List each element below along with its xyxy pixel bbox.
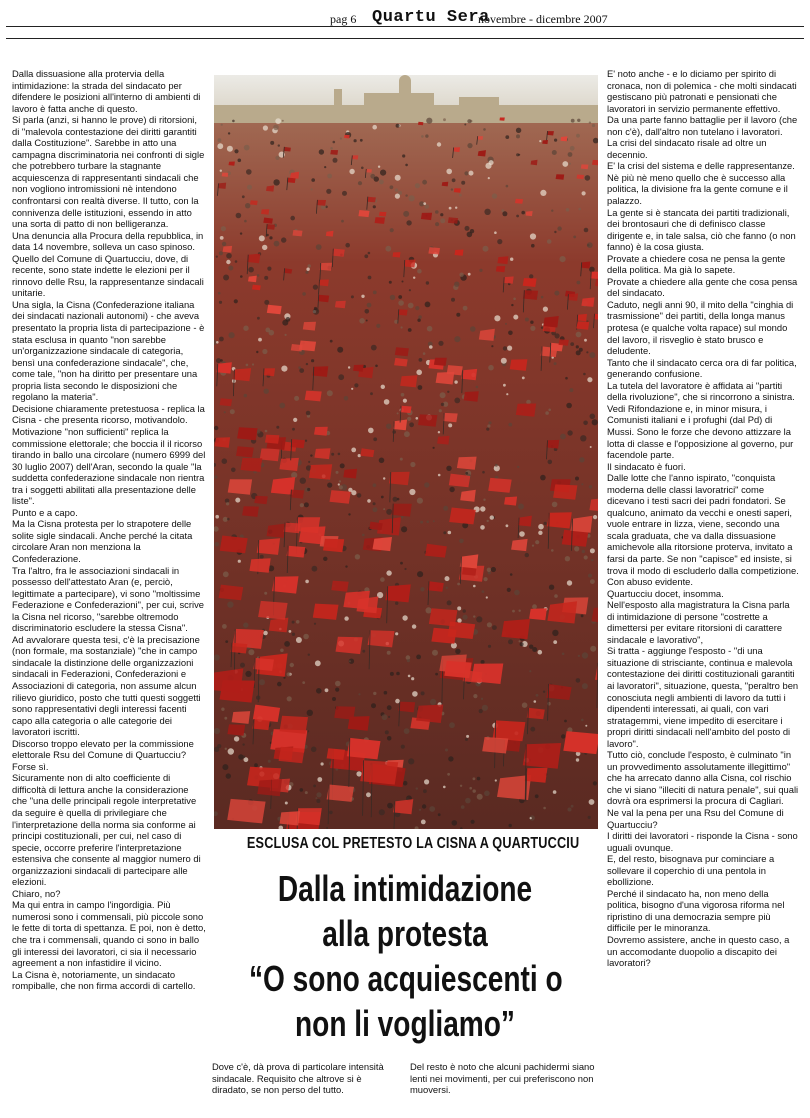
paragraph: La tutela del lavoratore è affidata ai "partiti della rivoluzione", che si rincorrono a sinistra. xyxy=(607,379,795,403)
paragraph: La gente si è stancata dei partiti tradizionali, dei brontosauri che di definisco classe dirigente e, in tale salsa, ciò che fanno (o non fanno) è la cosa giusta. xyxy=(607,206,796,253)
column-right xyxy=(607,68,799,1112)
headline-line-4: non li vogliamo” xyxy=(295,1003,515,1044)
paragraph: Tutto ciò, conclude l'esposto, è culminato "in un provvedimento assolutamente illegittimo" che ha arrecato danno alla Cisna, col rischio che vi siano "illeciti di natura penale", sui quali dovrà ora esprimersi la procura di Cagliari. xyxy=(607,749,799,807)
paragraph: Ad avvalorare questa tesi, c'è la precisazione (non formale, ma sostanziale) "che in campo sindacale la distinzione delle organizzazioni sindacali in Federazioni, Confederazioni e Associazioni di categoria, non assume alcun rilievo giuridico, posto che tutti questi soggetti sono rappresentativi degli interessi facenti capo alla categoria o alle categorie dei lavoratori iscritti. xyxy=(12,633,201,738)
paragraph: Quello del Comune di Quartucciu, dove, di recente, sono state indette le elezioni per il rinnovo delle Rsu, la rappresentanze sindacali unitarie. xyxy=(12,252,204,299)
paragraph: Discorso troppo elevato per la commissione elettorale Rsu del Comune di Quartucciu? xyxy=(12,737,194,761)
crowd-photo xyxy=(214,75,598,829)
paragraph: Da una parte fanno battaglie per il lavoro (che non c'è), dall'altro non tutelano i lavoratori. xyxy=(607,114,798,137)
paragraph: E' la crisi del sistema e delle rappresentanze. xyxy=(607,160,795,172)
paragraph: Perché il sindacato ha, non meno della politica, bisogno d'una vigorosa riforma nel ripristino di una democrazia sempre più difficile per le minoranza. xyxy=(607,887,785,934)
article-kicker: ESCLUSA COL PRETESTO LA CISNA A QUARTUCCIU xyxy=(246,835,580,852)
paragraph: I diritti dei lavoratori - risponde la Cisna - sono uguali ovunque. xyxy=(607,830,798,853)
paragraph: Tanto che il sindacato cerca ora di far politica, generando confusione. xyxy=(607,356,797,380)
paragraph: Si parla (anzi, si hanno le prove) di ritorsioni, di "malevola contestazione dei diritti garantiti dalla Costituzione". Sarebbe in atto una campagna discriminatoria nei confronti di sigle che potrebbero turbare la stagnante acquiescenza di rappresentanti sindacali che non vogliono intromissioni nè intendono confrontarsi con realtà diverse. Il tutto, con la connivenza delle istituzioni, essendo in atto una sorta di patto di non belligeranza. xyxy=(12,114,205,230)
paragraph: Forse sì. xyxy=(12,760,49,772)
paragraph: Ne val la pena per una Rsu del Comune di Quartucciu? xyxy=(607,807,784,830)
paragraph: Decisione chiaramente pretestuosa - replica la Cisna - che presenta ricorso, motivandolo. Motivazione "non sufficienti" replica la commissione elettorale; che boccia il il ricorso tirando in ballo una circolare (numero 6999 del 30 luglio 2007) dell'Aran, secondo la quale "la suddetta confederazione sindacale non rientra tra i soggetti abilitati alla presentazione delle liste". xyxy=(12,402,206,507)
paragraph: Vedi Rifondazione e, in minor misura, i Comunisti italiani e i profughi (dal Pd) di Mussi. Sono le forze che devono attizzare la lotta di classe e l'opposizione al governo, pur facendole parte. xyxy=(607,402,794,461)
paragraph: Tra l'altro, fra le associazioni sindacali in possesso dell'attestato Aran (e, perciò, legittimate a partecipare), vi sono "moltissime Federazione e Confederazioni", per cui, scrive la Cisna nel ricorso, "sarebbe oltremodo discriminatorio escludere la stessa Cisna". xyxy=(12,564,204,634)
headline-line-3: “O sono acquiescenti o xyxy=(249,958,563,999)
paragraph: E, del resto, bisognava pur cominciare a sollevare il coperchio di una pentola in ebollizione. xyxy=(607,853,775,888)
paragraph: Dalle lotte che l'anno ispirato, "conquista moderna delle classi lavoratrici" come dicevano i testi sacri dei padri fondatori. Se qualcuno, animato da vecchi e onesti saperi, vuole entrare in lizza, viene, secondo una scala graduata, che va dalla dissuasione amichevole alla ritorsione proterva, invitato a farsi da parte. Se non "capisce" ed insiste, si trova il modo di escluderlo dalla competizione. Con abuso evidente. xyxy=(607,472,799,588)
headline-line-2: alla protesta xyxy=(322,913,488,954)
newspaper-name: Quartu Sera xyxy=(372,8,490,27)
paragraph: Nè più nè meno quello che è successo alla politica, la divisione fra la gente comune e il palazzo. xyxy=(607,171,788,207)
paragraph: Provate a chiedere cosa ne pensa la gente della politica. Ma già lo sapete. xyxy=(607,252,786,276)
paragraph: Ma qui entra in campo l'ingordigia. Più numerosi sono i commensali, più piccole sono le fette di torta di spettanza. E poi, non è detto, che tra i commensali, quando ci sono in ballo gli interessi dei lavoratori, ci sia il necessario agreement a non infastidire il vicino. xyxy=(12,899,206,969)
paragraph: Una sigla, la Cisna (Confederazione italiana dei sindacati nazionali autonomi) - che aveva presentato la propria lista di partecipazione - è stata esclusa in quanto "non sarebbe un'organizzazione sindacale di categoria, bensì una confederazione sindacale", che, come tale, "non ha diritto per presentare una propria lista secondo le disposizioni che regolano la materia". xyxy=(12,298,205,403)
crowd-illustration xyxy=(214,75,598,829)
paragraph: Quartucciu docet, insomma. xyxy=(607,587,724,599)
paragraph: E' noto anche - e lo diciamo per spirito di cronaca, non di polemica - che molti sindacati gestiscano più patronati e pensionati che lavoratori in servizio permanente effettivo. xyxy=(607,68,797,114)
paragraph: Si tratta - aggiunge l'esposto - "di una situazione di strisciante, continua e malevola contestazione dei diritti costituzionali garantiti ai lavoratori", situazione, questa, "peraltro ben conosciuta negli ambienti di lavoro da tutti i dipendenti interessati, ai quali, con vari stratagemmi, viene impedito di esercitare i propri diritti sindacali nell'ambito del posto di lavoro". xyxy=(607,645,799,749)
paragraph: Chiaro, no? xyxy=(12,887,61,899)
issue-date: novembre - dicembre 2007 xyxy=(478,12,608,26)
headline-line-1: Dalla intimidazione xyxy=(277,868,533,909)
paragraph: Provate a chiedere alla gente che cosa pensa del sindacato. xyxy=(607,275,798,299)
column-middle-b xyxy=(410,1061,598,1113)
article-headline xyxy=(249,866,561,1046)
paragraph: Dalla dissuasione alla protervia della intimidazione: la strada del sindacato per difendere le posizioni all'interno di ambienti di lavoro è fatta anche di questo. xyxy=(12,68,201,114)
paragraph: Caduto, negli anni 90, il mito della "cinghia di trasmissione" dei partiti, della longa manus protesa (e qualche volta rapace) sul mondo del lavoro, il risveglio è stato brusco e deludente. xyxy=(607,298,794,357)
page-number: pag 6 xyxy=(330,12,357,26)
paragraph: La Cisna è, notoriamente, un sindacato rompiballe, che non firma accordi di cartello. xyxy=(12,968,196,992)
column-left xyxy=(12,68,206,1112)
paragraph: Il sindacato è fuori. xyxy=(607,460,686,472)
header-rule-bottom xyxy=(6,38,804,39)
paragraph: Punto e a capo. xyxy=(12,506,78,518)
page-header xyxy=(0,0,810,40)
paragraph: Sicuramente non di alto coefficiente di difficoltà di lettura anche la considerazione che "una delle principali regole interpretative da seguire è quella di privilegiare che l'interpretazione della norma sia conforme ai principi costituzionali, per cui, nel caso di specie, occorre preferire l'interpretazione estensiva che consente al maggior numero di organizzazioni sindacali di partecipare alle elezioni. xyxy=(12,772,201,888)
column-middle-a xyxy=(212,1061,400,1113)
paragraph: Ma la Cisna protesta per lo strapotere delle solite sigle sindacali. Anche perché la citata circolare Aran non menziona la Confederazione. xyxy=(12,518,193,564)
paragraph: Dove c'è, dà prova di particolare intensità sindacale. Requisito che altrove si è diradato, se non perso del tutto. xyxy=(212,1061,384,1096)
paragraph: La crisi del sindacato risale ad oltre un decennio. xyxy=(607,137,767,160)
paragraph: Del resto è noto che alcuni pachidermi siano lenti nei movimenti, per cui preferiscono non muoversi. xyxy=(410,1061,595,1096)
paragraph: Dovremo assistere, anche in questo caso, a un accomodante duopolio a discapito dei lavoratori? xyxy=(607,934,790,969)
paragraph: Una denuncia alla Procura della repubblica, in data 14 novembre, solleva un caso spinoso. xyxy=(12,229,204,253)
paragraph: Nell'esposto alla magistratura la Cisna parla di intimidazione di persone "costrette a dimettersi per evitare ritorsioni di carattere sindacale e lavorativo", xyxy=(607,599,790,645)
